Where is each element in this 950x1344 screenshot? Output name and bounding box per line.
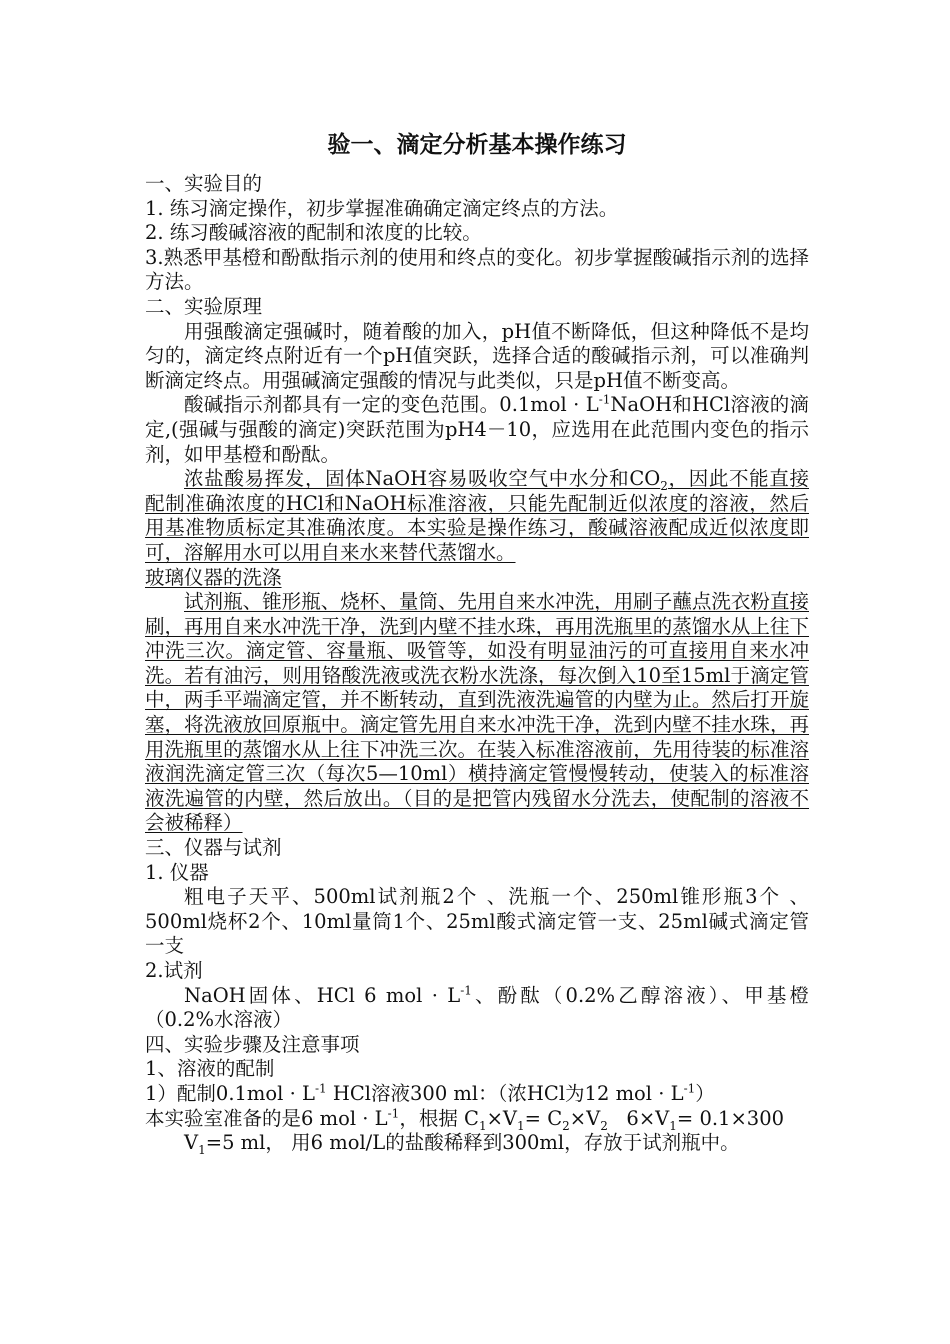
principle-paragraph-3 xyxy=(145,467,809,565)
step-1-text-b: HCl溶液300 ml：（浓HCl为12 mol · L xyxy=(326,1081,684,1105)
principle-paragraph-1: 用强酸滴定强碱时，随着酸的加入，pH值不断降低，但这种降低不是均匀的，滴定终点附近有一个pH值突跃，选择合适的酸碱指示剂，可以准确判断滴定终点。用强碱滴定强酸的情况与此类似，只是pH值不断变高。 xyxy=(145,319,809,392)
objective-item-2: 2. 练习酸碱溶液的配制和浓度的比较。 xyxy=(145,221,482,245)
volume-text-a: V xyxy=(184,1131,199,1155)
principle-p3-text-a: 浓盐酸易挥发，固体NaOH容易吸收空气中水分和CO xyxy=(184,467,661,491)
instruments-list: 粗电子天平、500ml试剂瓶2个 、洗瓶一个、250ml锥形瓶3个 、500ml烧杯2个、10ml量筒1个、25ml酸式滴定管一支、25ml碱式滴定管一支 xyxy=(145,885,809,958)
instruments-subheading: 1. 仪器 xyxy=(145,860,209,884)
reagents-subheading: 2.试剂 xyxy=(145,959,203,982)
step-1-line xyxy=(145,1082,809,1107)
formula-text-c: ×V xyxy=(486,1106,518,1130)
principle-p2-sup: -1 xyxy=(598,392,611,407)
principle-p2-text-b: NaOH和HCl溶液的滴定,(强碱与强酸的滴定)突跃范围为pH4－10，应选用在此范围内变色的指示剂，如甲基橙和酚酞。 xyxy=(145,393,809,466)
formula-text-e: ×V xyxy=(569,1106,601,1130)
principle-p3-sub: 2 xyxy=(660,479,668,494)
formula-sub-2: 1 xyxy=(517,1118,525,1133)
step-1-sup-2: -1 xyxy=(683,1081,696,1096)
objective-item-1: 1. 练习滴定操作，初步掌握准确确定滴定终点的方法。 xyxy=(145,196,619,220)
formula-sub-1: 1 xyxy=(478,1118,487,1133)
glassware-paragraph: 试剂瓶、锥形瓶、烧杯、量筒、先用自来水冲洗，用刷子蘸点洗衣粉直接刷，再用自来水冲洗干净，洗到内壁不挂水珠，再用洗瓶里的蒸馏水从上往下冲洗三次。滴定管、容量瓶、吸管等，如没有明显油污的可直接用自来水冲洗。若有油污，则用铬酸洗液或洗衣粉水洗涤，每次倒入10至15ml于滴定管中，两手平端滴定管，并不断转动，直到洗液洗遍管的内壁为止。然后打开旋塞，将洗液放回原瓶中。滴定管先用自来水冲洗干净，洗到内壁不挂水珠，再用洗瓶里的蒸馏水从上往下冲洗三次。在装入标准溶液前，先用待装的标准溶液润洗滴定管三次（每次5—10ml）横持滴定管慢慢转动，使装入的标准溶液洗遍管的内壁，然后放出。（目的是把管内残留水分洗去，使配制的溶液不会被稀释） xyxy=(145,590,809,835)
reagents-text-a: NaOH固体、HCl 6 mol · L xyxy=(184,983,461,1007)
principle-p2-text-a: 酸碱指示剂都具有一定的变色范围。0.1mol · L xyxy=(184,393,599,417)
solution-prep-subheading: 1、溶液的配制 xyxy=(145,1057,275,1081)
volume-result-line xyxy=(145,1131,809,1156)
section-2-heading: 二、实验原理 xyxy=(145,294,263,318)
step-1-text-c: ） xyxy=(695,1081,715,1105)
formula-sub-4: 2 xyxy=(600,1118,608,1133)
formula-text-d: = C xyxy=(524,1106,563,1130)
formula-text-a: 本实验室准备的是6 mol · L xyxy=(145,1106,388,1130)
formula-text-f: 6×V xyxy=(607,1106,670,1130)
step-1-text-a: 1）配制0.1mol · L xyxy=(145,1081,315,1105)
principle-p3-text-b: ，因此不能直接配制准确浓度的HCl和NaOH标准溶液，只能先配制近似浓度的溶液，然后用基准物质标定其准确浓度。本实验是操作练习，酸碱溶液配成近似浓度即可，溶解用水可以用自来水来替代蒸馏水。 xyxy=(145,467,809,564)
formula-sub-3: 2 xyxy=(562,1118,570,1133)
dilution-formula-line xyxy=(145,1107,809,1132)
reagents-text-b: 、酚酞（0.2%乙醇溶液）、甲基橙（0.2%水溶液） xyxy=(145,983,809,1032)
section-1-heading: 一、实验目的 xyxy=(145,172,263,195)
formula-sub-5: 1 xyxy=(669,1118,677,1133)
objective-item-3: 3.熟悉甲基橙和酚酞指示剂的使用和终点的变化。初步掌握酸碱指示剂的选择方法。 xyxy=(145,245,809,294)
document-title: 验一、滴定分析基本操作练习 xyxy=(327,132,627,158)
glassware-heading: 玻璃仪器的洗涤 xyxy=(145,565,282,589)
section-3-heading: 三、仪器与试剂 xyxy=(145,836,282,860)
section-4-heading: 四、实验步骤及注意事项 xyxy=(145,1032,360,1056)
document-page xyxy=(145,130,809,1156)
formula-sup: -1 xyxy=(387,1106,400,1121)
principle-paragraph-2 xyxy=(145,393,809,467)
formula-text-g: = 0.1×300 xyxy=(676,1106,785,1130)
volume-text-b: =5 ml， 用6 mol/L的盐酸稀释到300ml，存放于试剂瓶中。 xyxy=(205,1131,740,1155)
formula-text-b: ，根据 C xyxy=(399,1106,479,1130)
reagents-sup: -1 xyxy=(460,983,472,998)
volume-sub: 1 xyxy=(198,1143,206,1158)
reagents-list xyxy=(145,984,809,1033)
step-1-sup: -1 xyxy=(314,1081,327,1096)
